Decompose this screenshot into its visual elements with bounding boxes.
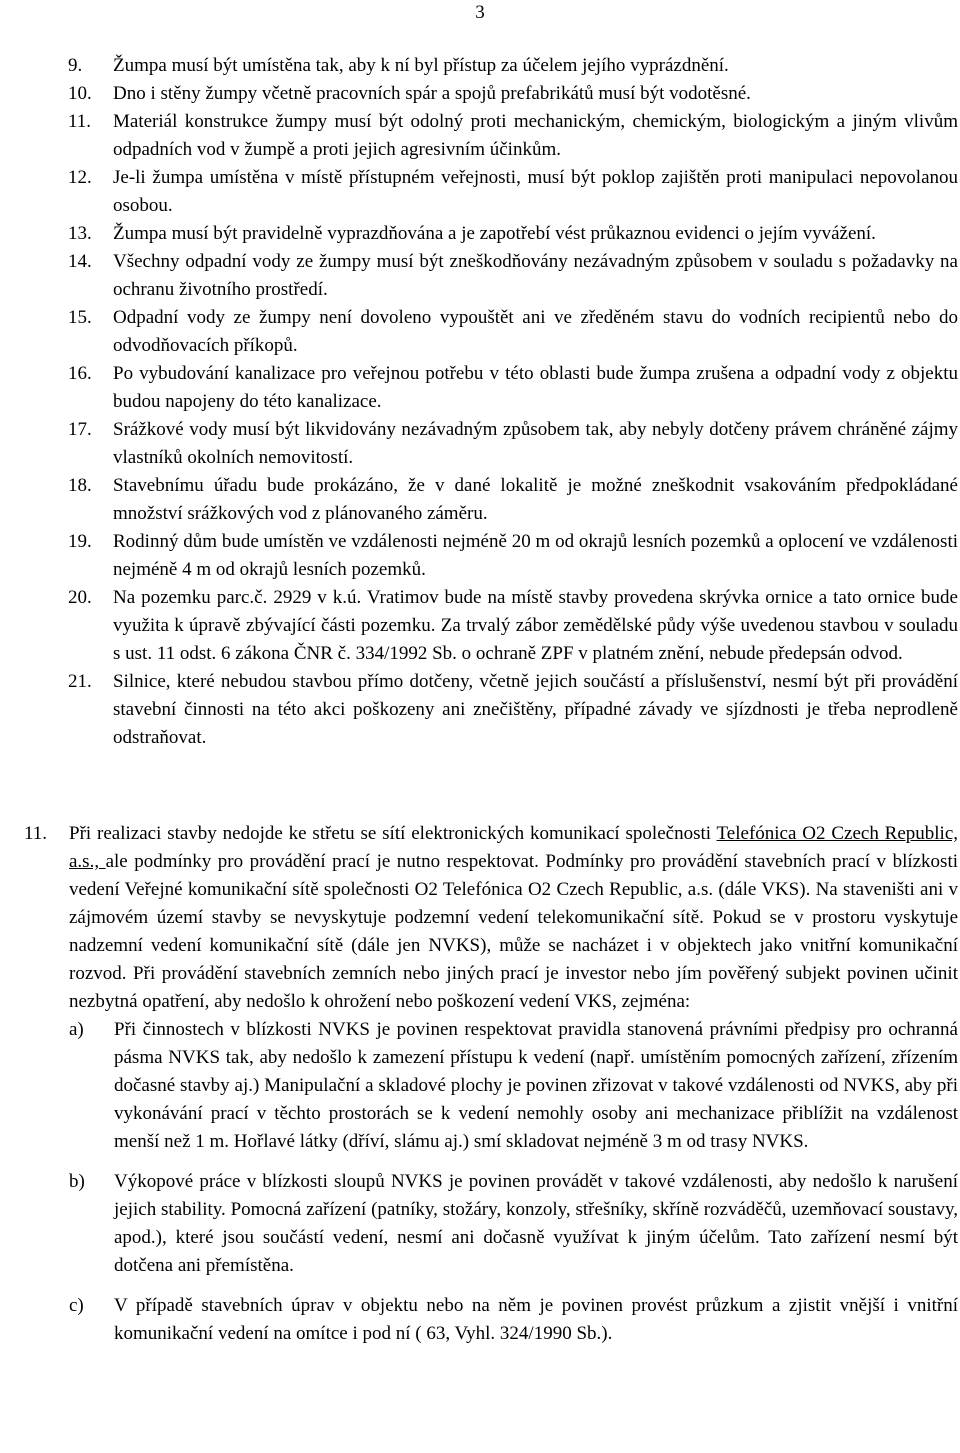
page-number: 3 [475,2,485,23]
letter-text: Výkopové práce v blízkosti sloupů NVKS je povinen provádět v takové vzdálenosti, aby nedošlo k narušení jejich stability. Pomocná zařízení (patníky, stožáry, konzoly, střešníky, skříně rozváděčů, uzemňovací soustavy, apod.), které jsou součástí vedení, nesmí ani dočasně využívat k jiným účelům. Tato zařízení nesmí být dotčena ani přemístěna. [114,1171,958,1276]
item-number: 9. [68,55,83,76]
item-text: Na pozemku parc.č. 2929 v k.ú. Vratimov bude na místě stavby provedena skrývka ornice a tato ornice bude využita k úpravě zbývající části pozemku. Za trvalý zábor zemědělské půdy výše uvedenou stavbou v souladu s ust. 11 odst. 6 zákona ČNR č. 334/1992 Sb. o ochraně ZPF v platném znění, nebude předepsán odvod. [113,587,958,664]
item-text: Odpadní vody ze žumpy není dovoleno vypouštět ani ve zředěném stavu do vodních recipientů nebo do odvodňovacích příkopů. [113,307,958,356]
spacer [69,1156,958,1168]
item-number: 14. [68,251,92,272]
item-number: 16. [68,363,92,384]
item-text: Je-li žumpa umístěna v místě přístupném veřejnosti, musí být poklop zajištěn proti manipulaci nepovolanou osobou. [113,167,958,216]
letter-list [69,1016,958,1348]
list-item [68,220,958,248]
item-text: Po vybudování kanalizace pro veřejnou potřebu v této oblasti bude žumpa zrušena a odpadní vody z objektu budou napojeny do této kanalizace. [113,363,958,412]
item-number: 15. [68,307,92,328]
list-item [68,416,958,472]
item-number: 20. [68,587,92,608]
list-item [68,304,958,360]
item-number: 17. [68,419,92,440]
list-item [68,248,958,304]
item-text: Žumpa musí být pravidelně vyprazdňována a je zapotřebí vést průkaznou evidenci o jejím vyvážení. [113,223,876,244]
letter-text: V případě stavebních úprav v objektu nebo na něm je povinen provést průzkum a zjistit vnější i vnitřní komunikační vedení na omítce i pod ní ( 63, Vyhl. 324/1990 Sb.). [114,1295,958,1344]
main-item [24,820,958,1016]
letter-label: c) [69,1295,84,1316]
letter-item [69,1168,958,1280]
spacer [69,1280,958,1292]
item-text: Všechny odpadní vody ze žumpy musí být zneškodňovány nezávadným způsobem v souladu s požadavky na ochranu životního prostředí. [113,251,958,300]
item-text: Srážkové vody musí být likvidovány nezávadným způsobem tak, aby nebyly dotčeny právem chráněné zájmy vlastníků okolních nemovitostí. [113,419,958,468]
item-number: 10. [68,83,92,104]
item-number: 13. [68,223,92,244]
item-number: 18. [68,475,92,496]
list-item [68,108,958,164]
letter-text: Při činnostech v blízkosti NVKS je povinen respektovat pravidla stanovená právními předpisy pro ochranná pásma NVKS tak, aby nedošlo k zamezení přístupu k vedení (např. umístěním pomocných zařízení, zřízením dočasné stavby aj.) Manipulační a skladové plochy je povinen zřizovat v takové vzdálenosti od NVKS, aby při vykonávání prací v těchto prostorách se k vedení nemohly osoby ani mechanizace přiblížit na vzdálenost menší než 1 m. Hořlavé látky (dříví, slámu aj.) smí skladovat nejméně 3 m od trasy NVKS. [114,1019,958,1152]
list-item [68,360,958,416]
letter-label: b) [69,1171,85,1192]
main-text-after: ale podmínky pro provádění prací je nutno respektovat. Podmínky pro provádění stavebních prací v blízkosti vedení Veřejné komunikační sítě společnosti O2 Telefónica O2 Czech Republic, a.s. (dále VKS). Na staveništi ani v zájmovém území stavby se nevyskytuje podzemní vedení telekomunikační sítě. Pokud se v prostoru vyskytuje nadzemní vedení komunikační sítě (dále jen NVKS), může se nacházet i v objektech jako vnitřní komunikační rozvod. Při provádění stavebních zemních nebo jiných prací je investor nebo jím pověřený subjekt povinen učinit nezbytná opatření, aby nedošlo k ohrožení nebo poškození vedení VKS, zejména: [69,851,959,1012]
item-number: 12. [68,167,92,188]
item-number: 19. [68,531,92,552]
main-text-before: Při realizaci stavby nedojde ke střetu se sítí elektronických komunikací společnosti [69,823,717,844]
main-item-number: 11. [24,823,48,844]
list-item [68,472,958,528]
sub-item-list [68,52,958,752]
item-text: Žumpa musí být umístěna tak, aby k ní byl přístup za účelem jejího vyprázdnění. [113,55,729,76]
item-text: Rodinný dům bude umístěn ve vzdálenosti nejméně 20 m od okrajů lesních pozemků a oplocení ve vzdálenosti nejméně 4 m od okrajů lesních pozemků. [113,531,958,580]
item-text: Stavebnímu úřadu bude prokázáno, že v dané lokalitě je možné zneškodnit vsakováním předpokládané množství srážkových vod z plánovaného záměru. [113,475,958,524]
company-name-underlined: Telefónica O2 Czech Republic, a.s., [69,823,959,872]
letter-label: a) [69,1019,84,1040]
letter-item [69,1292,958,1348]
list-item [68,528,958,584]
item-text: Materiál konstrukce žumpy musí být odolný proti mechanickým, chemickým, biologickým a jiným vlivům odpadních vod v žumpě a proti jejich agresivním účinkům. [113,111,958,160]
list-item [68,584,958,668]
item-number: 11. [68,111,92,132]
list-item [68,164,958,220]
list-item [68,668,958,752]
item-text: Silnice, které nebudou stavbou přímo dotčeny, včetně jejich součástí a příslušenství, nesmí být při provádění stavební činnosti na této akci poškozeny ani znečištěny, případné závady ve sjízdnosti je třeba neprodleně odstraňovat. [113,671,958,748]
list-item [68,80,958,108]
letter-item [69,1016,958,1156]
item-text: Dno i stěny žumpy včetně pracovních spár a spojů prefabrikátů musí být vodotěsné. [113,83,751,104]
main-item-text [69,820,958,1016]
list-item [68,52,958,80]
main-section [24,820,958,1348]
item-number: 21. [68,671,92,692]
